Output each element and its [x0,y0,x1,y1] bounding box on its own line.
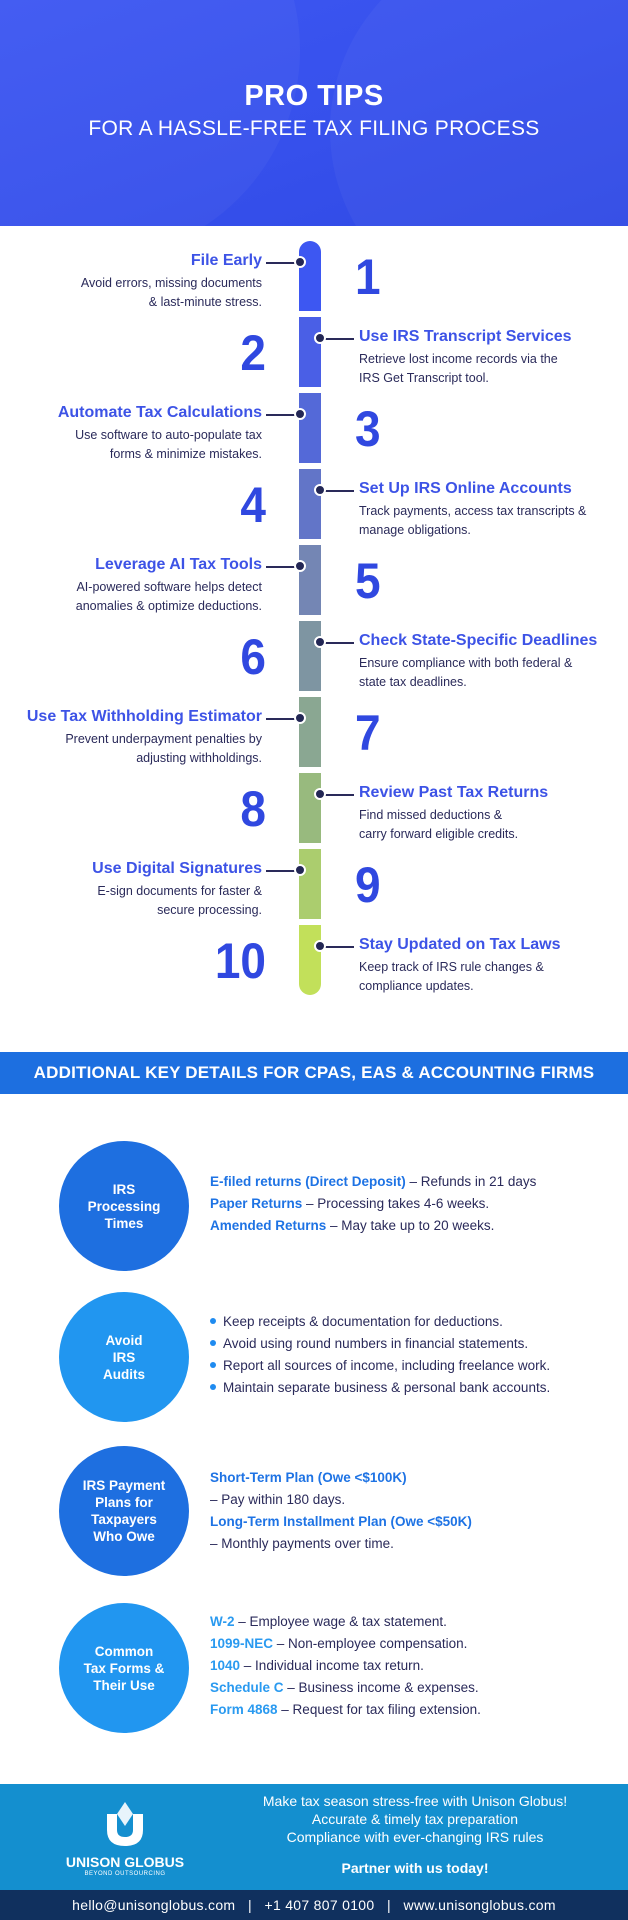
form-row: 1099-NEC – Non-employee compensation. [210,1636,468,1651]
tip-title: Stay Updated on Tax Laws [359,936,561,953]
tip-number: 3 [355,401,381,457]
tip-title: Check State-Specific Deadlines [359,632,598,649]
tip-description: secure processing. [157,903,262,917]
tip-description: Ensure compliance with both federal & [359,656,573,670]
avoid-audits-circle: Avoid IRS Audits [59,1292,189,1422]
timeline-segment [299,773,321,843]
tip-number: 9 [355,857,381,913]
tip-number: 10 [214,933,266,989]
connector-dot-icon [294,560,306,572]
timeline-segment [299,317,321,387]
details-heading: ADDITIONAL KEY DETAILS FOR CPAS, EAS & ACCOUNTING FIRMS [0,1052,628,1094]
tip-number: 4 [240,477,266,533]
tip-number: 2 [240,325,266,381]
footer-line: Make tax season stress-free with Unison Globus! [262,1793,568,1809]
payment-plans-circle: IRS Payment Plans for Taxpayers Who Owe [59,1446,189,1576]
footer-line: Compliance with ever-changing IRS rules [286,1829,544,1845]
timeline-segment [299,925,321,995]
tip-description: Retrieve lost income records via the [359,352,558,366]
list-item: Avoid using round numbers in financial statements. [210,1333,550,1355]
tax-forms-list [210,1611,481,1721]
tip-description: Prevent underpayment penalties by [65,732,262,746]
page-title: PRO TIPS [244,80,384,112]
header-banner [0,0,628,226]
payment-plans-list [210,1467,472,1555]
connector-dot-icon [294,712,306,724]
tip-description: Avoid errors, missing documents [80,276,262,290]
tip-title: Use Tax Withholding Estimator [26,708,262,725]
footer-line: Accurate & timely tax preparation [311,1811,519,1827]
long-term-desc: – Monthly payments over time. [210,1536,394,1551]
tip-description: compliance updates. [359,979,474,993]
tip-description: carry forward eligible credits. [359,827,519,841]
form-row: Form 4868 – Request for tax filing extension. [210,1702,481,1717]
page-subtitle: FOR A HASSLE-FREE TAX FILING PROCESS [88,117,540,140]
tip-description: state tax deadlines. [359,675,467,689]
tip-number: 1 [355,249,381,305]
tip-description: IRS Get Transcript tool. [359,371,489,385]
connector-dot-icon [314,788,326,800]
short-term-plan: Short-Term Plan (Owe <$100K) [210,1470,407,1485]
long-term-plan: Long-Term Installment Plan (Owe <$50K) [210,1514,472,1529]
footer [0,1784,628,1920]
footer-cta: Partner with us today! [341,1860,489,1876]
logo-name: UNISON GLOBUS [65,1854,185,1870]
processing-row: Amended Returns – May take up to 20 weeks. [210,1218,495,1233]
tip-number: 7 [355,705,381,761]
timeline-segment [299,545,321,615]
tip-title: Set Up IRS Online Accounts [359,480,572,497]
logo-tagline: BEYOND OUTSOURCING [84,1871,166,1877]
tip-description: forms & minimize mistakes. [109,447,262,461]
tip-description: Use software to auto-populate tax [75,428,262,442]
connector-dot-icon [314,484,326,496]
list-item: Maintain separate business & personal bank accounts. [210,1377,550,1399]
header-decoration [0,0,300,226]
form-row: 1040 – Individual income tax return. [210,1658,424,1673]
bullet-icon [210,1340,216,1346]
connector-dot-icon [314,940,326,952]
processing-times-list [210,1171,536,1237]
tip-description: anomalies & optimize deductions. [75,599,262,613]
timeline-segment [299,621,321,691]
header-decoration [330,0,628,226]
bullet-icon [210,1362,216,1368]
tip-description: manage obligations. [359,523,471,537]
tip-title: File Early [190,252,262,269]
list-item: Keep receipts & documentation for deductions. [210,1311,550,1333]
bullet-icon [210,1318,216,1324]
connector-dot-icon [294,256,306,268]
processing-row: E-filed returns (Direct Deposit) – Refunds in 21 days [210,1174,537,1189]
tip-description: Keep track of IRS rule changes & [359,960,544,974]
tip-title: Use Digital Signatures [92,860,262,877]
timeline-segment [299,241,321,311]
processing-times-circle: IRS Processing Times [59,1141,189,1271]
tip-description: adjusting withholdings. [136,751,262,765]
form-row: W-2 – Employee wage & tax statement. [210,1614,447,1629]
tip-description: & last-minute stress. [148,295,262,309]
tip-description: Find missed deductions & [359,808,503,822]
list-item: Report all sources of income, including freelance work. [210,1355,550,1377]
processing-row: Paper Returns – Processing takes 4-6 weeks. [210,1196,490,1211]
timeline-segment [299,393,321,463]
contact-strip[interactable]: hello@unisonglobus.com | +1 407 807 0100 | www.unisonglobus.com [0,1890,628,1920]
connector-dot-icon [314,332,326,344]
tip-title: Automate Tax Calculations [57,404,262,421]
connector-dot-icon [294,864,306,876]
connector-dot-icon [294,408,306,420]
tax-forms-circle: Common Tax Forms & Their Use [59,1603,189,1733]
tip-number: 5 [355,553,381,609]
tip-number: 8 [240,781,266,837]
form-row: Schedule C – Business income & expenses. [210,1680,479,1695]
connector-dot-icon [314,636,326,648]
tip-title: Review Past Tax Returns [359,784,549,801]
timeline-segment [299,697,321,767]
avoid-audits-list [210,1311,550,1399]
timeline-segment [299,849,321,919]
tip-description: AI-powered software helps detect [76,580,262,594]
short-term-desc: – Pay within 180 days. [210,1492,346,1507]
unison-globus-logo-icon [103,1800,147,1850]
bullet-icon [210,1384,216,1390]
timeline-segment [299,469,321,539]
tip-description: E-sign documents for faster & [97,884,262,898]
tip-number: 6 [240,629,266,685]
tip-title: Use IRS Transcript Services [359,328,572,345]
tip-title: Leverage AI Tax Tools [95,556,262,573]
tip-description: Track payments, access tax transcripts & [359,504,587,518]
